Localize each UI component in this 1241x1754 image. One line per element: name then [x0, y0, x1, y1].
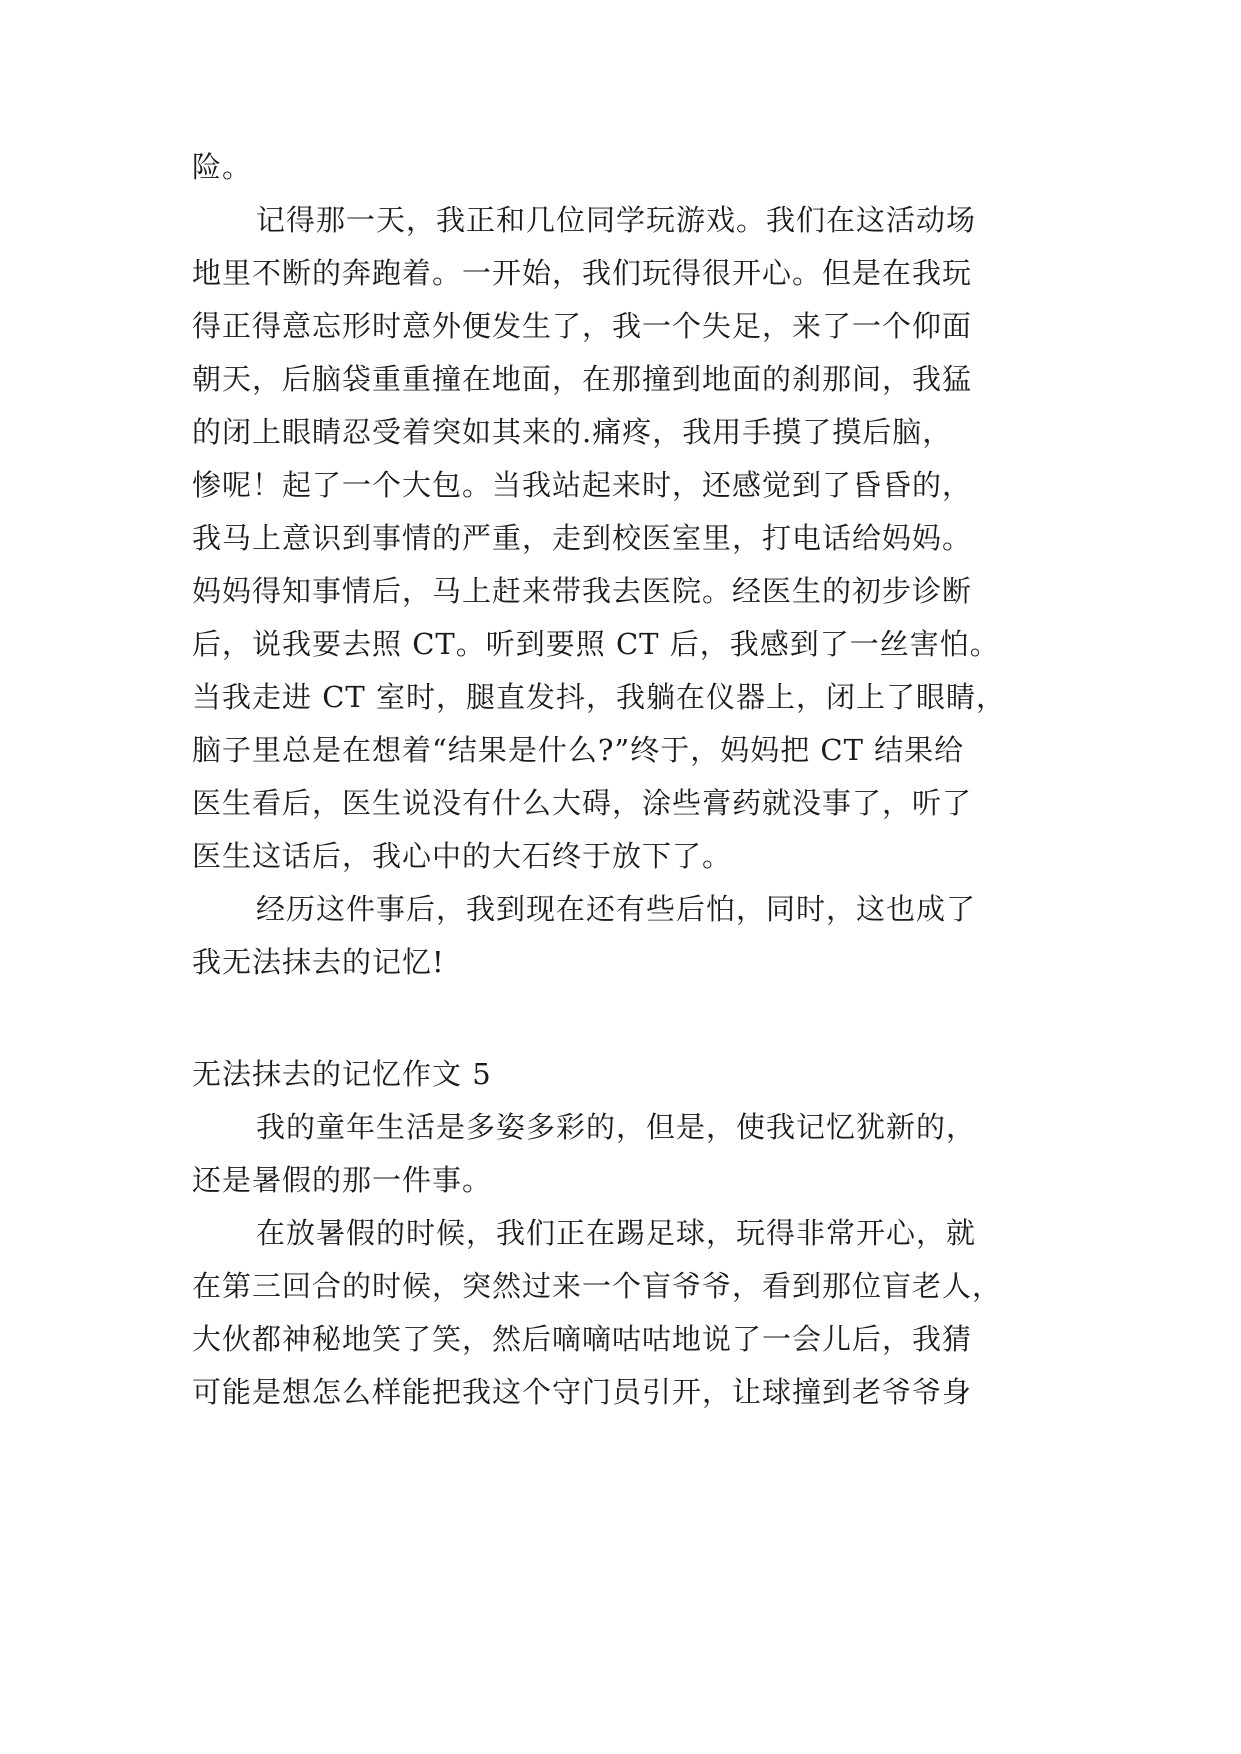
text-line: 可能是想怎么样能把我这个守门员引开，让球撞到老爷爷身 [192, 1375, 973, 1409]
text-line: 在第三回合的时候，突然过来一个盲爷爷，看到那位盲老人， [192, 1269, 1003, 1303]
text-line: 脑子里总是在想着“结果是什么?”终于，妈妈把 CT 结果给 [192, 733, 965, 767]
text-line: 地里不断的奔跑着。一开始，我们玩得很开心。但是在我玩 [192, 256, 973, 290]
text-line: 惨呢！起了一个大包。当我站起来时，还感觉到了昏昏的， [192, 468, 973, 502]
text-line: 后，说我要去照 CT。听到要照 CT 后，我感到了一丝害怕。 [192, 627, 1000, 661]
text-line: 大伙都神秘地笑了笑，然后嘀嘀咕咕地说了一会儿后，我猜 [192, 1322, 973, 1356]
section-title: 无法抹去的记忆作文 5 [192, 1057, 492, 1091]
text-line: 险。 [192, 150, 253, 184]
text-line: 我无法抹去的记忆! [192, 945, 445, 979]
text-line: 得正得意忘形时意外便发生了，我一个失足，来了一个仰面 [192, 309, 973, 343]
paragraph-start-line: 在放暑假的时候，我们正在踢足球，玩得非常开心，就 [256, 1216, 977, 1250]
text-line: 医生这话后，我心中的大石终于放下了。 [192, 839, 733, 873]
text-line: 当我走进 CT 室时，腿直发抖，我躺在仪器上，闭上了眼睛， [192, 680, 1006, 714]
text-line: 我马上意识到事情的严重，走到校医室里，打电话给妈妈。 [192, 521, 973, 555]
text-line: 还是暑假的那一件事。 [192, 1163, 493, 1197]
text-line: 的闭上眼睛忍受着突如其来的.痛疼，我用手摸了摸后脑， [192, 415, 953, 449]
paragraph-start-line: 我的童年生活是多姿多彩的，但是，使我记忆犹新的， [256, 1110, 977, 1144]
paragraph-start-line: 经历这件事后，我到现在还有些后怕，同时，这也成了 [256, 892, 977, 926]
paragraph-start-line: 记得那一天，我正和几位同学玩游戏。我们在这活动场 [256, 203, 977, 237]
text-line: 朝天，后脑袋重重撞在地面，在那撞到地面的刹那间，我猛 [192, 362, 973, 396]
text-line: 妈妈得知事情后，马上赶来带我去医院。经医生的初步诊断 [192, 574, 973, 608]
text-line: 医生看后，医生说没有什么大碍，涂些膏药就没事了，听了 [192, 786, 973, 820]
